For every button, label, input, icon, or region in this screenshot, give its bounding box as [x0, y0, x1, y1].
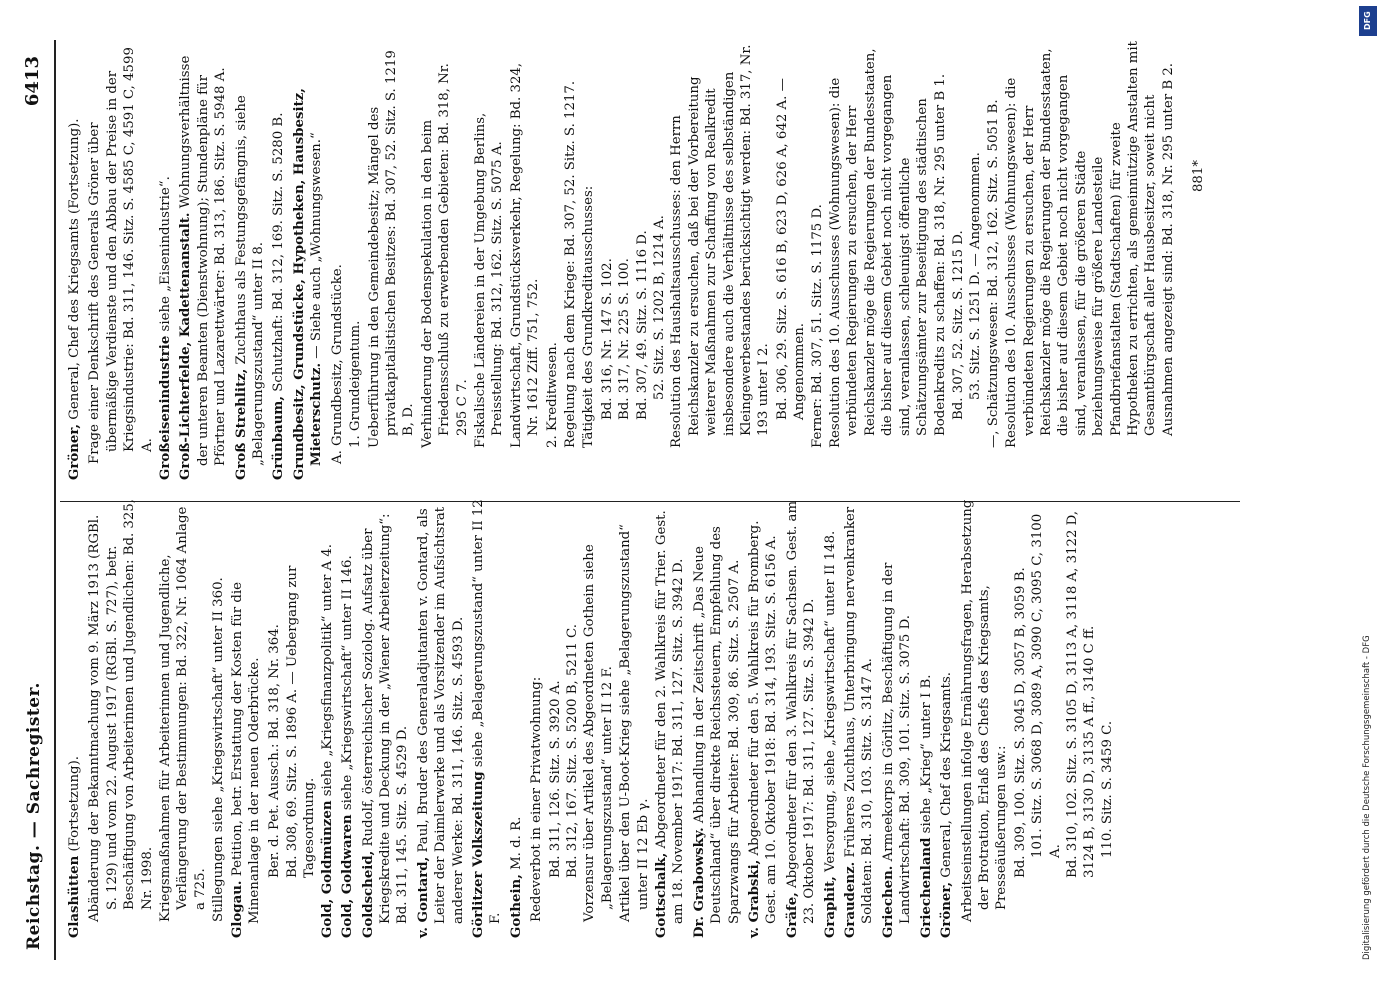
- index-subentry: Artikel über den U-Boot-Krieg siehe „Belagerungszustand“ unter II 12 Eb γ.: [618, 524, 651, 922]
- index-subentry: Landwirtschaft, Grundstücksverkehr, Regelung: Bd. 324, Nr. 1612 Ziff. 751, 752.: [508, 62, 542, 448]
- entry-headword: Görlitzer Volkszeitung: [470, 771, 486, 938]
- left-column: [66, 498, 1116, 938]
- entry-headword: Dr. Grabowsky.: [691, 827, 707, 938]
- index-subentry: 110. Sitz. S. 3459 C.: [1099, 720, 1115, 858]
- index-subentry: 1. Grundeigentum.: [348, 320, 364, 448]
- index-subentry: Kriegsmaßnahmen für Arbeiterinnen und Jugendliche, Verlängerung der Bestimmungen: Bd. 322, Nr. 1064 Anlage a 725.: [158, 506, 208, 922]
- entry-text: Zuchthaus als Festungsgefängnis, siehe „Belagerungszustand“ unter II 8.: [233, 95, 267, 466]
- entry-headword: Graudenz.: [843, 861, 859, 938]
- running-title: Reichstag. — Sachregister.: [24, 682, 44, 950]
- entry-text: General, Chef des Kriegsamts (Fortsetzung).: [67, 118, 82, 424]
- entry-text: Abgeordneter für den 3. Wahlkreis für Sachsen. Gest. am 23. Oktober 1917: Bd. 311, 127. Sitz. S. 3942 D.: [784, 500, 818, 924]
- index-subentry: Abänderung der Bekanntmachung vom 9. März 1913 (RGBl. S. 129) und vom 22. August 1917 (RGBl. S. 727), betr. Beschäftigung von Arbeiterinnen und Jugendlichen: Bd. 325, Nr. 1998.: [87, 498, 155, 922]
- index-subentry: Bd. 317, Nr. 225 S. 100.: [617, 258, 633, 420]
- entry-headword: Gröner,: [67, 423, 82, 480]
- entry-headword: Großeisenindustrie: [158, 335, 174, 480]
- index-subentry: Redeverbot in einer Privatwohnung:: [529, 676, 545, 922]
- entry-text: Versorgung, siehe „Kriegswirtschaft“ unter II 148.: [822, 530, 838, 877]
- entry-text: siehe „Kriegswirtschaft“ unter II 146.: [340, 555, 356, 815]
- index-subentry: —, Schätzungswesen: Bd. 312, 162. Sitz. S. 5051 B.: [985, 99, 1001, 448]
- entry-headword: Gröner,: [939, 881, 955, 938]
- index-entry: [880, 498, 915, 938]
- index-entry: [66, 498, 83, 938]
- entry-text: Schutzhaft: Bd. 312, 169. Sitz. S. 5280 B.: [271, 112, 287, 397]
- index-subentry: 101. Sitz. S. 3068 D, 3089 A, 3090 C, 3095 C, 3100 A.: [1030, 513, 1063, 858]
- index-entry: [822, 498, 839, 938]
- entry-headword: Gold, Goldwaren: [340, 814, 356, 938]
- index-subentry: Ueberführung in den Gemeindebesitz; Mängel des privatkapitalistischen Besitzes: Bd. 307, 52. Sitz. S. 1219 B, D.: [366, 50, 417, 448]
- index-entry: [470, 498, 505, 938]
- index-subentry: Resolution des 10. Ausschusses (Wohnungswesen): die verbündeten Regierungen zu ersuchen, der Herr Reichskanzler möge die Regierungen der Bundesstaaten, die bisher auf diesem Gebiet noch nicht vorgegangen sind, veranlassen, schleunigst öffentliche Schätzungsämter zur Beseitigung des städtischen Bodenkredits zu schaffen: Bd. 318, Nr. 295 unter B 1.: [828, 48, 948, 448]
- entry-text: Petition, betr. Erstattung der Kosten für die Minenanlage in der neuen Oderbrücke.: [229, 581, 263, 924]
- entry-headword: Gothein,: [508, 874, 524, 938]
- entry-text: M. d. R.: [508, 816, 524, 875]
- dfg-logo: DFG: [1359, 6, 1377, 36]
- index-subentry: Bd. 306, 29. Sitz. S. 616 B, 623 D, 626 A, 642 A. — Angenommen.: [774, 78, 808, 420]
- index-subentry: Bd. 312, 167. Sitz. S. 5200 B, 5211 C.: [564, 624, 580, 878]
- index-entry: [918, 498, 935, 938]
- index-entry: [319, 498, 336, 938]
- index-subentry: Bd. 307, 49. Sitz. S. 1116 D.: [634, 230, 650, 420]
- index-subentry: Verhinderung der Bodenspekulation in den beim Friedensschluß zu erwerbenden Gebieten: Bd. 318, Nr. 295 C 7.: [419, 63, 470, 448]
- entry-headword: Gold, Goldmünzen: [319, 800, 335, 938]
- entry-headword: Graphit,: [822, 876, 838, 938]
- index-entry: [233, 40, 268, 480]
- header-rule: [54, 40, 56, 960]
- entry-headword: Grünbaum,: [271, 396, 287, 480]
- index-entry: [784, 498, 819, 938]
- index-subentry: Fiskalische Ländereien in der Umgebung Berlins, Preisstellung: Bd. 312, 162. Sitz. S. 5075 A.: [472, 112, 506, 448]
- index-entry: [691, 498, 743, 938]
- entry-text: General, Chef des Kriegsamts.: [939, 671, 955, 882]
- index-subentry: Bd. 308, 69. Sitz. S. 1896 A. — Uebergang zur Tagesordnung.: [284, 565, 318, 878]
- digitization-note: Digitalisierung gefördert durch die Deutsche Forschungsgemeinschaft - DFG: [1362, 635, 1372, 960]
- index-subentry: Vorzensur über Artikel des Abgeordneten Gothein siehe „Belagerungszustand“ unter II 12 F.: [582, 544, 615, 922]
- entry-text: Armeekorps in Görlitz, Beschäftigung in der Landwirtschaft: Bd. 309, 101. Sitz. S. 3075 D.: [880, 562, 914, 924]
- right-column: [66, 40, 1221, 480]
- index-entry: [938, 498, 955, 938]
- index-subentry: Regelung nach dem Kriege: Bd. 307, 52. Sitz. S. 1217.: [562, 80, 578, 448]
- entry-headword: Goldscheid,: [360, 850, 376, 938]
- entry-headword: Griechenland: [918, 837, 934, 938]
- index-entry: [291, 40, 326, 480]
- index-entry: [653, 498, 688, 938]
- page-number: 6413: [22, 56, 43, 107]
- entry-headword: Groß Strehlitz,: [233, 368, 249, 480]
- index-entry: [270, 40, 287, 480]
- entry-text: Rudolf, österreichischer Soziolog. Aufsatz über Kriegskredite und Deckung in der „Wiener Arbeiterzeitung“: Bd. 311, 145. Sitz. S. 4529 D.: [360, 513, 411, 924]
- index-entry: [66, 40, 83, 480]
- index-entry: [508, 498, 525, 938]
- index-subentry: Ferner: Bd. 307, 51. Sitz. S. 1175 D.: [809, 204, 825, 448]
- index-subentry: 52. Sitz. S. 1202 B, 1214 A.: [652, 215, 667, 400]
- entry-text: Wohnungsverhältnisse der unteren Beamten (Dienstwohnung); Stundenpläne für Pförtner und Lazarettwärter: Bd. 313, 186. Sitz. S. 5948 A.: [178, 55, 229, 466]
- index-subentry: Bd. 309, 100. Sitz. S. 3045 D, 3057 B, 3059 B.: [1012, 567, 1028, 878]
- index-subentry: Stillegungen siehe „Kriegswirtschaft“ unter II 360.: [211, 577, 227, 922]
- index-subentry: A. Grundbesitz, Grundstücke.: [329, 264, 345, 464]
- entry-text: siehe „Krieg“ unter I B.: [918, 674, 934, 838]
- index-entry: [842, 498, 877, 938]
- entry-headword: Gottschalk,: [654, 852, 669, 938]
- entry-text: siehe „Belagerungszustand“ unter II 12 F.: [470, 499, 504, 924]
- entry-text: — Siehe auch „Wohnungswesen.“: [309, 132, 325, 363]
- index-subentry: Bd. 311, 126. Sitz. S. 3920 A.: [547, 680, 563, 878]
- index-subentry: Arbeitseinstellungen infolge Ernährungsfragen, Herabsetzung der Brotration, Erlaß des Chefs des Kriegsamts, Presseäußerungen usw.:: [959, 499, 1010, 922]
- index-subentry: Frage einer Denkschrift des Generals Gröner über übermäßige Verdienste und den Abbau der Preise in der Kriegsindustrie: Bd. 311, 146. Sitz. S. 4585 C, 4591 C, 4599 A.: [87, 47, 155, 464]
- index-entry: [339, 498, 356, 938]
- index-subentry: Bd. 316, Nr. 147 S. 102.: [599, 258, 615, 420]
- index-entry: [177, 40, 229, 480]
- entry-text: siehe „Eisenindustrie“.: [158, 176, 174, 336]
- index-entry: [229, 498, 264, 938]
- entry-headword: v. Gontard,: [415, 856, 431, 938]
- page-header: [16, 40, 52, 960]
- entry-headword: Grundbesitz, Grundstücke, Hypotheken, Hausbesitz, Mieterschutz.: [291, 88, 325, 480]
- entry-text: Abgeordneter für den 2. Wahlkreis für Trier. Gest. am 18. November 1917: Bd. 311, 127. Sitz. S. 3942 D.: [654, 510, 687, 924]
- entry-headword: Groß-Lichterfelde, Kadettenanstalt.: [178, 212, 194, 480]
- index-entry: [746, 498, 781, 938]
- entry-headword: Glashütten: [67, 855, 82, 938]
- entry-text: Abhandlung in der Zeitschrift „Das Neue Deutschland“ über direkte Reichssteuern, Empfehlung des Sparzwangs für Arbeiter: Bd. 309, 86. Sitz. S. 2507 A.: [691, 526, 742, 924]
- index-subentry: Resolution des Haushaltsausschusses: den Herrn Reichskanzler zu ersuchen, daß bei der Vorbereitung weiterer Maßnahmen zur Schaffung von Realkredit insbesondere auch die Verhältnisse des selbständigen Kleingewerbestandes berücksichtigt werden: Bd. 317, Nr. 193 unter I 2.: [669, 44, 772, 448]
- index-subentry: Resolution des 10. Ausschusses (Wohnungswesen): die verbündeten Regierungen zu ersuchen, der Herr Reichskanzler möge die Regierungen der Bundesstaaten, die bisher auf diesem Gebiet noch nicht vorgegangen sind, veranlassen, für die größeren Städte beziehungsweise für größere Landesteile Pfandbriefanstalten (Stadtschaften) für zweite Hypotheken zu errichten, als gemeinnützige Anstalten mit Gesamtbürgschaft aller Hausbesitzer, soweit nicht Ausnahmen angezeigt sind: Bd. 318, Nr. 295 unter B 2.: [1004, 41, 1176, 448]
- index-subentry: Bd. 307, 52. Sitz. S. 1215 D.: [950, 230, 966, 420]
- index-subentry: Bd. 310, 102. Sitz. S. 3105 D, 3113 A, 3118 A, 3122 D, 3124 B, 3130 D, 3135 A ff., 3140 C ff.: [1064, 510, 1098, 878]
- entry-text: (Fortsetzung).: [67, 756, 82, 856]
- index-subentry: 53. Sitz. S. 1251 D. — Angenommen.: [968, 152, 984, 400]
- entry-text: Paul, Bruder des Generaladjutanten v. Gontard, als Leiter der Daimlerwerke und als Vorsitzender im Aufsichtsrat anderer Werke: Bd. 311, 146. Sitz. S. 4593 D.: [415, 506, 466, 924]
- entry-text: Früheres Zuchthaus, Unterbringung nervenkranker Soldaten: Bd. 310, 103. Sitz. S. 3147 A.: [843, 506, 876, 924]
- index-subentry: Ber. d. Pet. Aussch.: Bd. 318, Nr. 364.: [267, 624, 283, 878]
- entry-headword: Glogau.: [229, 880, 245, 938]
- entry-text: Abgeordneter für den 5. Wahlkreis für Bromberg. Gest. am 10. Oktober 1918: Bd. 314, 193. Sitz. S. 6156 A.: [747, 520, 780, 924]
- signature-mark: 881*: [1191, 160, 1207, 193]
- entry-headword: Griechen.: [880, 865, 896, 938]
- entry-headword: Gräfe,: [784, 892, 800, 938]
- index-entry: [360, 498, 412, 938]
- entry-text: siehe „Kriegsfinanzpolitik“ unter A 4.: [319, 543, 335, 801]
- index-entry: [157, 40, 174, 480]
- index-subentry: 2. Kreditwesen.: [544, 342, 560, 448]
- entry-headword: v. Grabski,: [747, 859, 763, 938]
- index-subentry: Tätigkeit des Grundkreditausschusses:: [581, 185, 597, 448]
- index-entry: [415, 498, 467, 938]
